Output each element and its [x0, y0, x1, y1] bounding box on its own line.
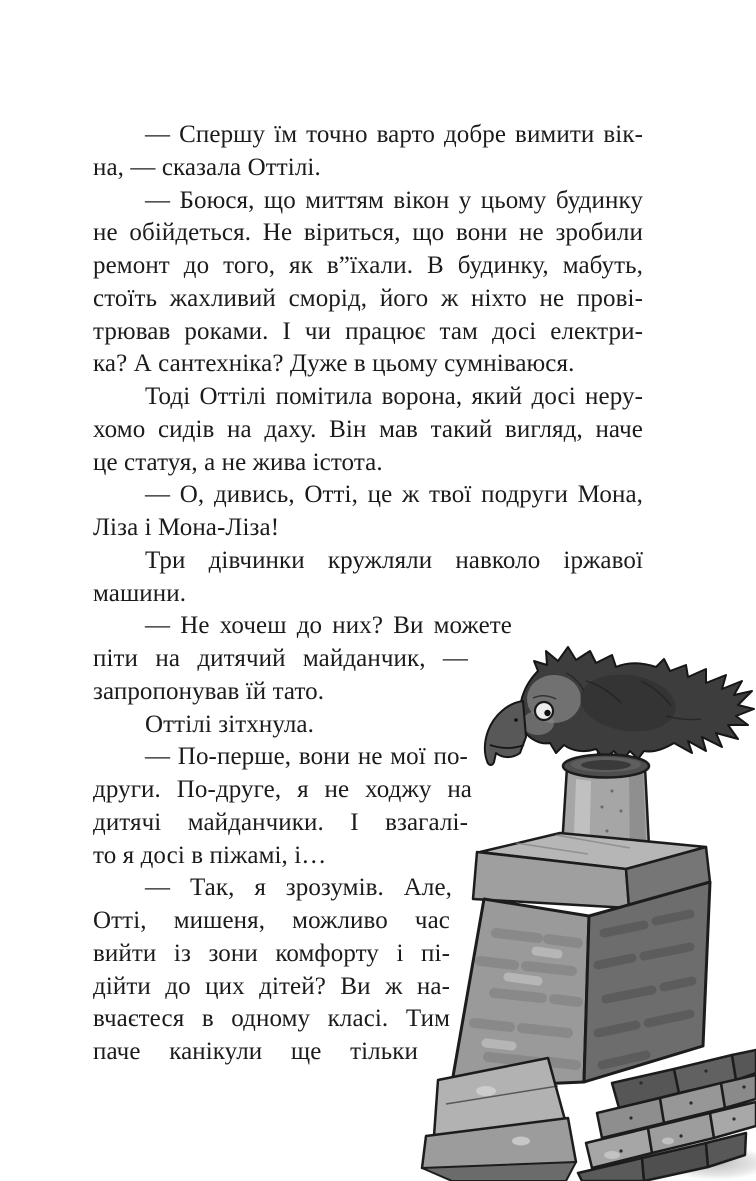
- text-line: вийти із зони комфорту і пі-: [93, 940, 450, 967]
- text-line: вчаєтеся в одному класі. Тим: [93, 1005, 450, 1032]
- text-line: Оттілі зітхнула.: [145, 711, 314, 738]
- text-line: други. По-друге, я не ходжу на: [93, 776, 472, 803]
- text-line: ка? А сантехніка? Дуже в цьому сумніваюся.: [93, 350, 575, 377]
- text-line: — О, дивись, Отті, це ж твої подруги Мона,: [145, 481, 643, 508]
- text-line: дитячі майданчики. І взагалі-: [93, 809, 468, 836]
- text-line: Тоді Оттілі помітила ворона, який досі неру-: [145, 383, 643, 410]
- raven: [485, 647, 754, 766]
- pot-opening: [581, 760, 631, 770]
- text-line: то я досі в піжамі, і…: [93, 842, 327, 869]
- base-stones: [422, 1058, 576, 1181]
- text-line: Ліза і Мона-Ліза!: [93, 514, 280, 541]
- text-line: Три дівчинки кружляли навколо іржавої: [145, 547, 643, 574]
- text-line: — По-перше, вони не мої по-: [145, 743, 468, 770]
- text-line: дійти до цих дітей? Ви ж на-: [93, 973, 450, 1000]
- chimney-stack: [451, 882, 710, 1088]
- text-line: на, — сказала Оттілі.: [93, 154, 321, 181]
- text-line: трював роками. І чи працює там досі електри-: [93, 318, 643, 345]
- text-line: Отті, мишеня, можливо час: [93, 907, 450, 934]
- text-line: стоїть жахливий сморід, його ж ніхто не прові-: [93, 285, 643, 312]
- text-line: піти на дитячий майданчик, —: [93, 645, 468, 672]
- text-line: паче канікули ще тільки: [93, 1038, 418, 1065]
- text-line: — Боюся, що миттям вікон у цьому будинку: [145, 187, 643, 214]
- raven-eye: [535, 702, 553, 720]
- raven-pupil: [544, 710, 550, 716]
- text-line: ремонт до того, як в”їхали. В будинку, мабуть,: [93, 252, 643, 279]
- text-line: це статуя, а не жива істота.: [93, 449, 383, 476]
- nostril: [514, 718, 518, 722]
- raven-beak: [485, 701, 526, 765]
- text-line: — Спершу їм точно варто добре вимити вік-: [145, 121, 643, 148]
- text-line: — Не хочеш до них? Ви можете: [145, 612, 512, 639]
- text-line: запропонував їй тато.: [93, 678, 325, 705]
- text-line: — Так, я зрозумів. Але,: [145, 874, 452, 901]
- raven-illustration: [416, 621, 756, 1181]
- text-line: машини.: [93, 580, 187, 607]
- text-line: хомо сидів на даху. Він мав такий вигляд, наче: [93, 416, 643, 443]
- text-line: не обійдеться. Не віриться, що вони не зробили: [93, 219, 643, 246]
